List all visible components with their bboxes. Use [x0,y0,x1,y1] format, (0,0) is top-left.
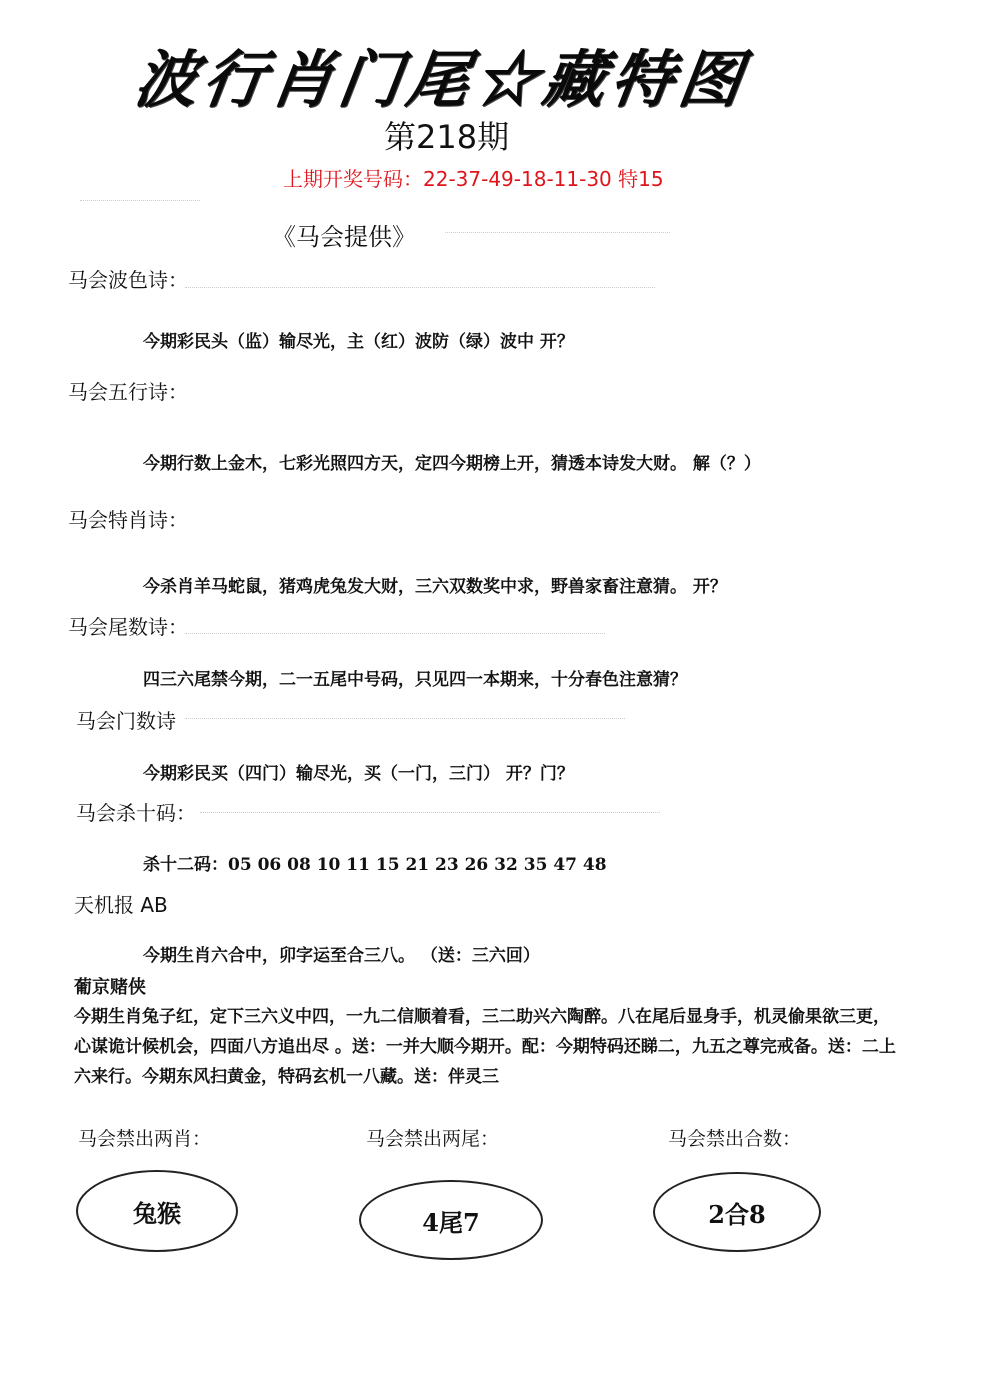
ban-zodiac-value: 兔猴 [133,1198,181,1228]
element-heading: 马会五行诗： [68,380,188,404]
door-heading: 马会门数诗 [76,709,176,733]
issue-number: 第218期 [384,118,510,156]
ban-sum-oval [653,1172,821,1252]
last-draw-result: 上期开奖号码：22-37-49-18-11-30 特15 [283,167,664,191]
divider [185,718,625,720]
door-poem: 今期彩民买（四门）输尽光，买（一门，三门） 开？门？ [143,764,574,784]
ban-tail-label: 马会禁出两尾： [366,1128,500,1150]
element-poem: 今期行数上金木，七彩光照四方天，定四今期榜上开，猜透本诗发大财。 解（？） [143,454,761,474]
kill-numbers: 杀十二码：05 06 08 10 11 15 21 23 26 32 35 47 48 [143,855,607,875]
wave-heading: 马会波色诗： [68,268,188,292]
divider [185,633,605,635]
kill-heading: 马会杀十码： [76,801,196,825]
ban-tail-oval [359,1180,543,1260]
macau-paragraph: 今期生肖兔子红，定下三六义中四，一九二信顺着看，三二助兴六陶醉。八在尾后显身手，机灵偷果欲三更，心谋诡计候机会，四面八方追出尽 。送：一并大顺今期开。配：今期特码还睇二，九五之尊完戒备。送：二上六来行。今期东风扫黄金，特码玄机一八藏。送：伴灵三 [74,1007,896,1087]
ban-tail-value: 4尾7 [422,1207,480,1237]
tianji-heading: 天机报 AB [74,893,168,917]
ban-zodiac-label: 马会禁出两肖： [78,1128,212,1150]
divider [200,812,660,814]
zodiac-poem: 今杀肖羊马蛇鼠，猪鸡虎兔发大财，三六双数奖中求，野兽家畜注意猜。 开？ [143,577,727,597]
divider [445,232,670,234]
macau-heading: 葡京赌侠 [74,977,146,998]
tail-heading: 马会尾数诗： [68,615,188,639]
zodiac-heading: 马会特肖诗： [68,508,188,532]
ban-sum-label: 马会禁出合数： [668,1128,802,1150]
divider [185,287,655,289]
tianji-text: 今期生肖六合中，卯字运至合三八。 （送：三六回） [143,946,540,966]
page-title: 波行肖门尾☆藏特图 [130,43,753,116]
ban-zodiac-oval [76,1170,238,1252]
ban-sum-value: 2合8 [708,1199,766,1229]
wave-poem: 今期彩民头（监）输尽光，主（红）波防（绿）波中 开？ [143,332,574,352]
divider [80,200,200,202]
tail-poem: 四三六尾禁今期，二一五尾中号码，只见四一本期来，十分春色注意猜？ [143,670,687,690]
provider-label: 《马会提供》 [272,223,416,251]
